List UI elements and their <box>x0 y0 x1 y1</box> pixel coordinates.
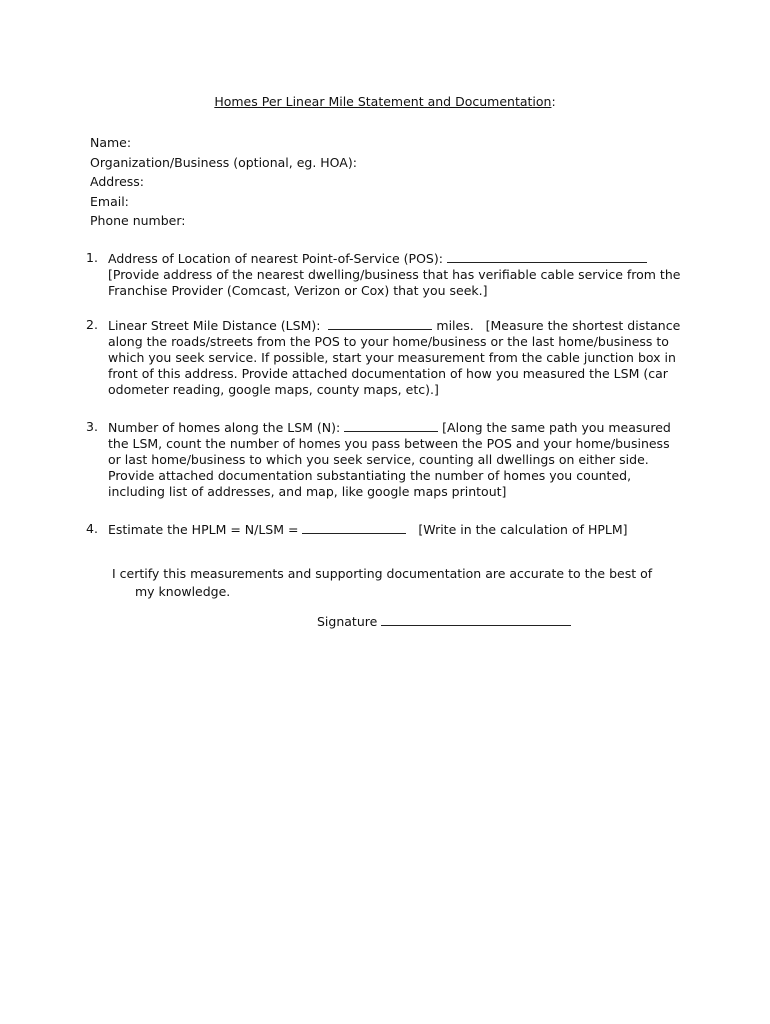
signature-blank <box>381 613 571 626</box>
name-field-label: Name: <box>90 135 132 150</box>
item-lead: Estimate the HPLM = N/LSM = <box>108 522 299 537</box>
item-lead: Address of Location of nearest Point-of-Service (POS): <box>108 251 443 266</box>
organization-field-label: Organization/Business (optional, eg. HOA): <box>90 154 357 170</box>
item-text: [Write in the calculation of HPLM] <box>418 522 628 537</box>
signature-label: Signature <box>317 614 378 629</box>
lsm-distance-blank <box>328 317 432 330</box>
contact-fields <box>90 133 357 231</box>
document-title-text: Homes Per Linear Mile Statement and Documentation <box>214 94 552 109</box>
item-number: 2. <box>86 317 98 332</box>
item-1-pos-address <box>86 250 686 299</box>
item-number: 4. <box>86 521 98 536</box>
hplm-blank <box>302 521 406 534</box>
item-text: [Measure the shortest distance along the roads/streets from the POS to your home/business or the last home/business to which you seek service. If possible, start your measurement from the cable junction box in front of this address. Provide attached documentation of how you measured the LSM (car odometer reading, google maps, county maps, etc).] <box>108 318 681 397</box>
item-4-hplm-estimate <box>86 521 686 538</box>
homes-count-blank <box>344 419 438 432</box>
certification-line-1: I certify this measurements and supporting documentation are accurate to the best of <box>112 566 653 581</box>
item-lead: Linear Street Mile Distance (LSM): <box>108 318 321 333</box>
item-text: [Along the same path you measured the LSM, count the number of homes you pass between the POS and your home/business or last home/business to which you seek service, counting all dwellings on either side. Provide attached documentation substantiating the number of homes you counted, including list of addresses, and map, like google maps printout] <box>108 420 671 499</box>
email-field-label: Email: <box>90 193 129 209</box>
item-number: 1. <box>86 250 98 265</box>
phone-field-label: Phone number: <box>90 213 186 229</box>
address-field-label: Address: <box>90 174 144 190</box>
document-title-colon: : <box>551 94 556 109</box>
document-title <box>0 94 770 110</box>
certification-statement <box>112 565 672 601</box>
item-3-homes-count <box>86 419 686 500</box>
item-text: [Provide address of the nearest dwelling/business that has verifiable cable service from the Franchise Provider (Comcast, Verizon or Cox) that you seek.] <box>108 267 681 298</box>
certification-line-2: my knowledge. <box>135 584 231 599</box>
item-2-lsm-distance <box>86 317 686 398</box>
miles-unit: miles. <box>436 318 474 333</box>
pos-address-blank <box>447 250 647 263</box>
item-lead: Number of homes along the LSM (N): <box>108 420 341 435</box>
item-number: 3. <box>86 419 98 434</box>
signature-line <box>317 613 571 630</box>
